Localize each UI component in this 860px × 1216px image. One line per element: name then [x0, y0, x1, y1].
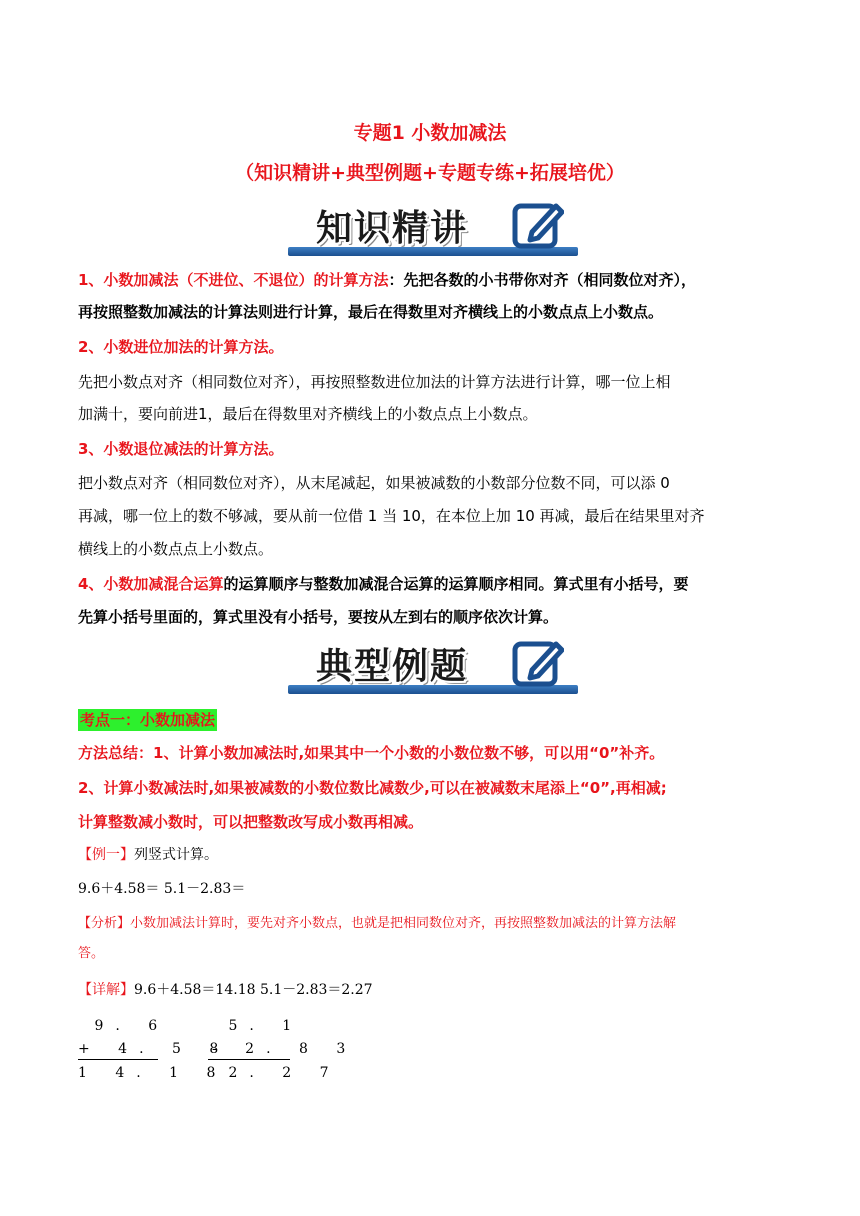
- vertical-add-row2: + 4. 5 8: [78, 1041, 231, 1057]
- knowledge-p1-line1: 1、小数加减法（不进位、不退位）的计算方法：先把各数的小书带你对齐（相同数位对齐），: [78, 271, 696, 289]
- knowledge-p3-line2: 再减，哪一位上的数不够减，要从前一位借 1 当 10，在本位上加 10 再减，最后在结果里对齐: [78, 507, 705, 525]
- analysis-line2: 答。: [78, 946, 105, 961]
- analysis-line1: 【分析】小数加减法计算时，要先对齐小数点，也就是把相同数位对齐，再按照整数加减法的计算方法解: [78, 916, 677, 931]
- knowledge-p1-line2: 再按照整数加减法的计算法则进行计算，最后在得数里对齐横线上的小数点点上小数点。: [78, 303, 664, 321]
- method-summary-3: 计算整数减小数时，可以把整数改写成小数再相减。: [78, 813, 424, 831]
- banner-knowledge: [288, 198, 578, 260]
- banner-examples-text: 典型例题: [316, 646, 469, 687]
- page-title: 专题1 小数加减法: [353, 122, 507, 144]
- knowledge-p3-head: 3、小数退位减法的计算方法。: [78, 440, 284, 458]
- vertical-add-rule: [78, 1059, 158, 1060]
- vertical-sub-rule: [208, 1059, 290, 1060]
- example-1-problem: 9.6＋4.58＝ 5.1－2.83＝: [78, 881, 246, 897]
- vertical-add-row3: 1 4. 1 8: [78, 1065, 228, 1081]
- edit-icon: [512, 636, 564, 688]
- knowledge-p3-line3: 横线上的小数点点上小数点。: [78, 540, 274, 558]
- detail-line: 【详解】9.6＋4.58＝14.18 5.1－2.83＝2.27: [78, 982, 373, 998]
- banner-examples: [288, 636, 578, 698]
- method-summary-1: 方法总结：1、计算小数加减法时,如果其中一个小数的小数位数不够，可以用“0”补齐。: [78, 744, 665, 762]
- vertical-add-row1: 9. 6: [78, 1018, 170, 1034]
- banner-knowledge-text: 知识精讲: [316, 208, 469, 249]
- vertical-sub-row1: 5. 1: [212, 1018, 304, 1034]
- vertical-sub-row2: - 2. 8 3: [212, 1041, 358, 1057]
- example-1: 【例一】列竖式计算。: [78, 847, 218, 863]
- vertical-sub-row3: 2. 2 7: [212, 1065, 341, 1081]
- edit-icon: [512, 198, 564, 250]
- point-label: 考点一：小数加减法: [80, 711, 216, 729]
- point-label-row: [78, 710, 790, 730]
- knowledge-p2-line1: 先把小数点对齐（相同数位对齐），再按照整数进位加法的计算方法进行计算，哪一位上相: [78, 373, 671, 391]
- knowledge-p4-line2: 先算小括号里面的，算式里没有小括号，要按从左到右的顺序依次计算。: [78, 608, 559, 626]
- page-subtitle: （知识精讲+典型例题+专题专练+拓展培优）: [235, 162, 625, 184]
- knowledge-p2-head: 2、小数进位加法的计算方法。: [78, 338, 284, 356]
- knowledge-p2-line2: 加满十，要向前进1，最后在得数里对齐横线上的小数点点上小数点。: [78, 405, 538, 423]
- method-summary-2: 2、计算小数减法时,如果被减数的小数位数比减数少,可以在被减数末尾添上“0”,再相减;: [78, 779, 667, 797]
- knowledge-p4-line1: 4、小数加减混合运算的运算顺序与整数加减混合运算的运算顺序相同。算式里有小括号，要: [78, 575, 689, 593]
- knowledge-p3-line1: 把小数点对齐（相同数位对齐），从末尾减起，如果被减数的小数部分位数不同，可以添 0: [78, 474, 670, 492]
